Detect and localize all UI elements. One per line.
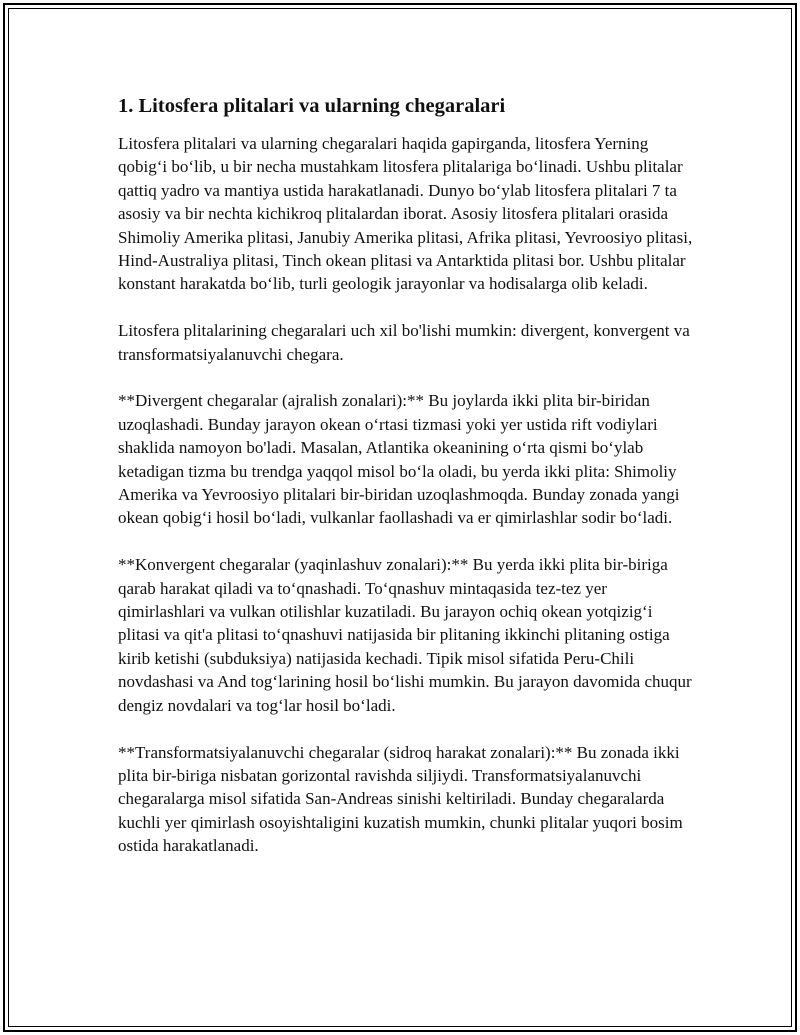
paragraph-transform: **Transformatsiyalanuvchi chegaralar (sidroq harakat zonalari):** Bu zonada ikki plita bir-biriga nisbatan gorizontal ravishda siljiydi. Transformatsiyalanuvchi chegaralarga misol sifatida San-Andreas sinishi keltiriladi. Bunday chegaralarda kuchli yer qimirlash osoyishtaligini kuzatish mumkin, chunki plitalar yuqori bosim ostida harakatlanadi. <box>118 742 683 856</box>
section-heading: 1. Litosfera plitalari va ularning chegaralari <box>118 95 506 117</box>
paragraph-boundary-types: Litosfera plitalarining chegaralari uch xil bo'lishi mumkin: divergent, konvergent va transformatsiyalanuvchi chegara. <box>118 321 690 364</box>
paragraph-divergent: **Divergent chegaralar (ajralish zonalari):** Bu joylarda ikki plita bir-biridan uzoqlashadi. Bunday jarayon okean o‘rtasi tizmasi yoki yer ustida rift vodiylari shaklida namoyon bo'ladi. Masalan, Atlantika okeanining o‘rta qismi bo‘ylab ketadigan tizma bu trendga yaqqol misol bo‘la oladi, bu yerda ikki plita: Shimoliy Amerika va Yevroosiyo plitalari bir-biridan uzoqlashmoqda. Bunday zonada yangi okean qobig‘i hosil bo‘ladi, vulkanlar faollashadi va er qimirlashlar sodir bo‘ladi. <box>118 391 680 528</box>
paragraph-convergent: **Konvergent chegaralar (yaqinlashuv zonalari):** Bu yerda ikki plita bir-biriga qarab harakat qiladi va to‘qnashadi. To‘qnashuv mintaqasida tez-tez yer qimirlashlari va vulkan otilishlar kuzatiladi. Bu jarayon ochiq okean yotqizig‘i plitasi va qit'a plitasi to‘qnashuvi natijasida bir plitaning ikkinchi plitaning ostiga kirib ketishi (subduksiya) natijasida kechadi. Tipik misol sifatida Peru-Chili novdashasi va And tog‘larining hosil bo‘lishi mumkin. Bu jarayon davomida chuqur dengiz novdalari va tog‘lar hosil bo‘ladi. <box>118 555 692 715</box>
document-body <box>118 92 693 881</box>
paragraph-intro: Litosfera plitalari va ularning chegaralari haqida gapirganda, litosfera Yerning qobig‘i bo‘lib, u bir necha mustahkam litosfera plitalariga bo‘linadi. Ushbu plitalar qattiq yadro va mantiya ustida harakatlanadi. Dunyo bo‘ylab litosfera plitalari 7 ta asosiy va bir nechta kichikroq plitalardan iborat. Asosiy litosfera plitalari orasida Shimoliy Amerika plitasi, Janubiy Amerika plitasi, Afrika plitasi, Yevroosiyo plitasi, Hind-Australiya plitasi, Tinch okean plitasi va Antarktida plitasi bor. Ushbu plitalar konstant harakatda bo‘lib, turli geologik jarayonlar va hodisalarga olib keladi. <box>118 134 693 294</box>
